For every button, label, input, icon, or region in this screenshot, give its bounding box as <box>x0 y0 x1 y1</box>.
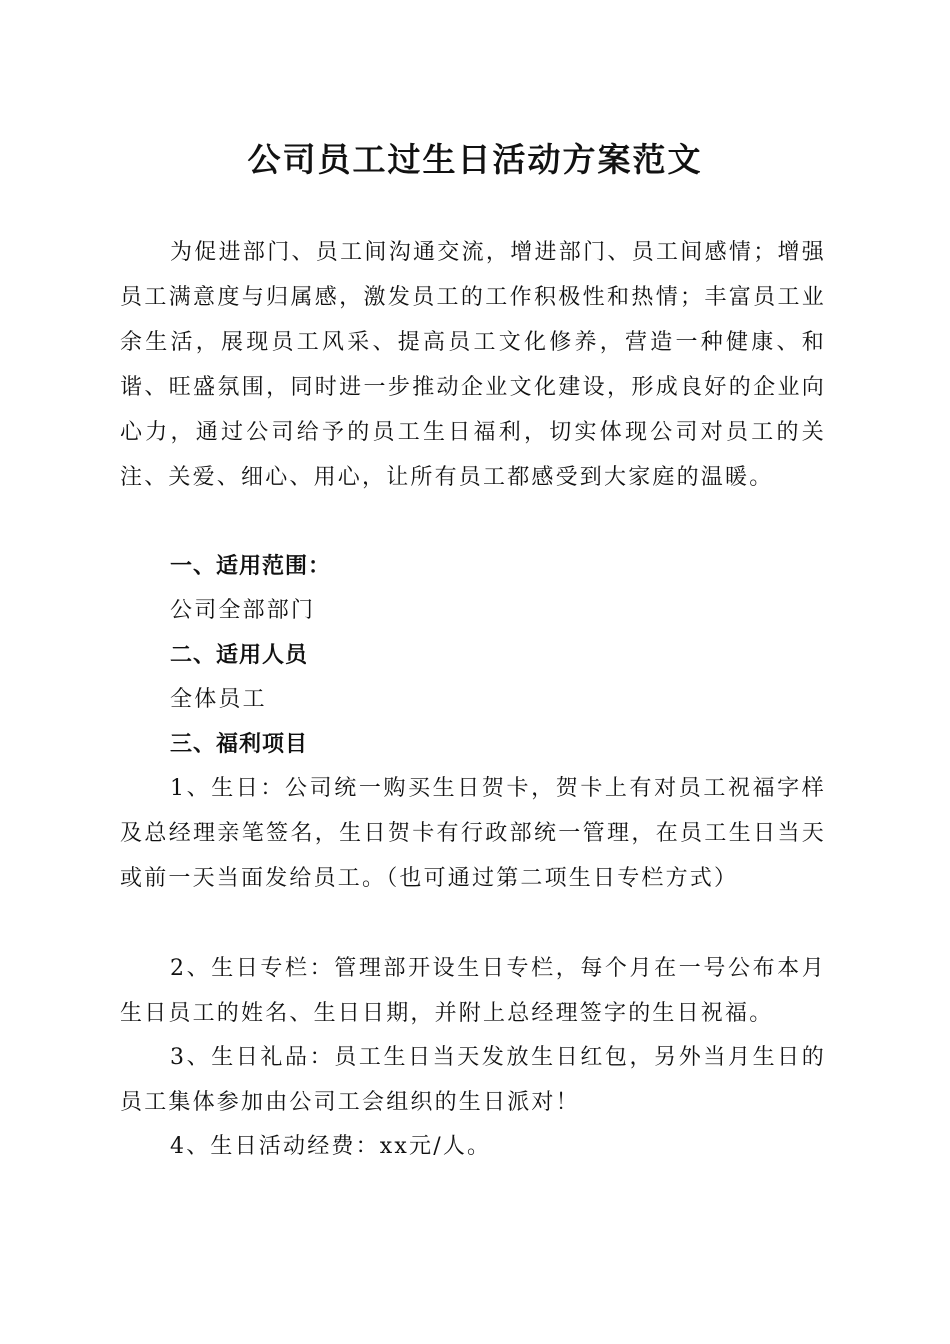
section-heading-personnel: 二、适用人员 <box>170 643 309 668</box>
document-title: 公司员工过生日活动方案范文 <box>247 140 703 179</box>
section-content-scope: 公司全部部门 <box>170 598 316 623</box>
section-heading-scope: 一、适用范围： <box>170 554 332 579</box>
section-heading-benefits: 三、福利项目 <box>170 732 309 757</box>
section-content-personnel: 全体员工 <box>170 687 267 712</box>
benefit-item-birthday-gift: 3、生日礼品：员工生日当天发放生日红包，另外当月生日的员工集体参加由公司工会组织的生日派对！ <box>120 1045 826 1115</box>
benefit-item-birthday-column: 2、生日专栏：管理部开设生日专栏，每个月在一号公布本月生日员工的姓名、生日日期，并附上总经理签字的生日祝福。 <box>120 956 826 1026</box>
benefit-item-birthday-card: 1、生日：公司统一购买生日贺卡，贺卡上有对员工祝福字样及总经理亲笔签名，生日贺卡有行政部统一管理，在员工生日当天或前一天当面发给员工。（也可通过第二项生日专栏方式） <box>120 776 826 891</box>
benefit-item-activity-budget: 4、生日活动经费：xx元/人。 <box>170 1134 492 1159</box>
intro-paragraph: 为促进部门、员工间沟通交流，增进部门、员工间感情；增强员工满意度与归属感，激发员工的工作积极性和热情；丰富员工业余生活，展现员工风采、提高员工文化修养，营造一种健康、和谐、旺盛氛围，同时进一步推动企业文化建设，形成良好的企业向心力，通过公司给予的员工生日福利，切实体现公司对员工的关注、关爱、细心、用心，让所有员工都感受到大家庭的温暖。 <box>120 240 826 490</box>
